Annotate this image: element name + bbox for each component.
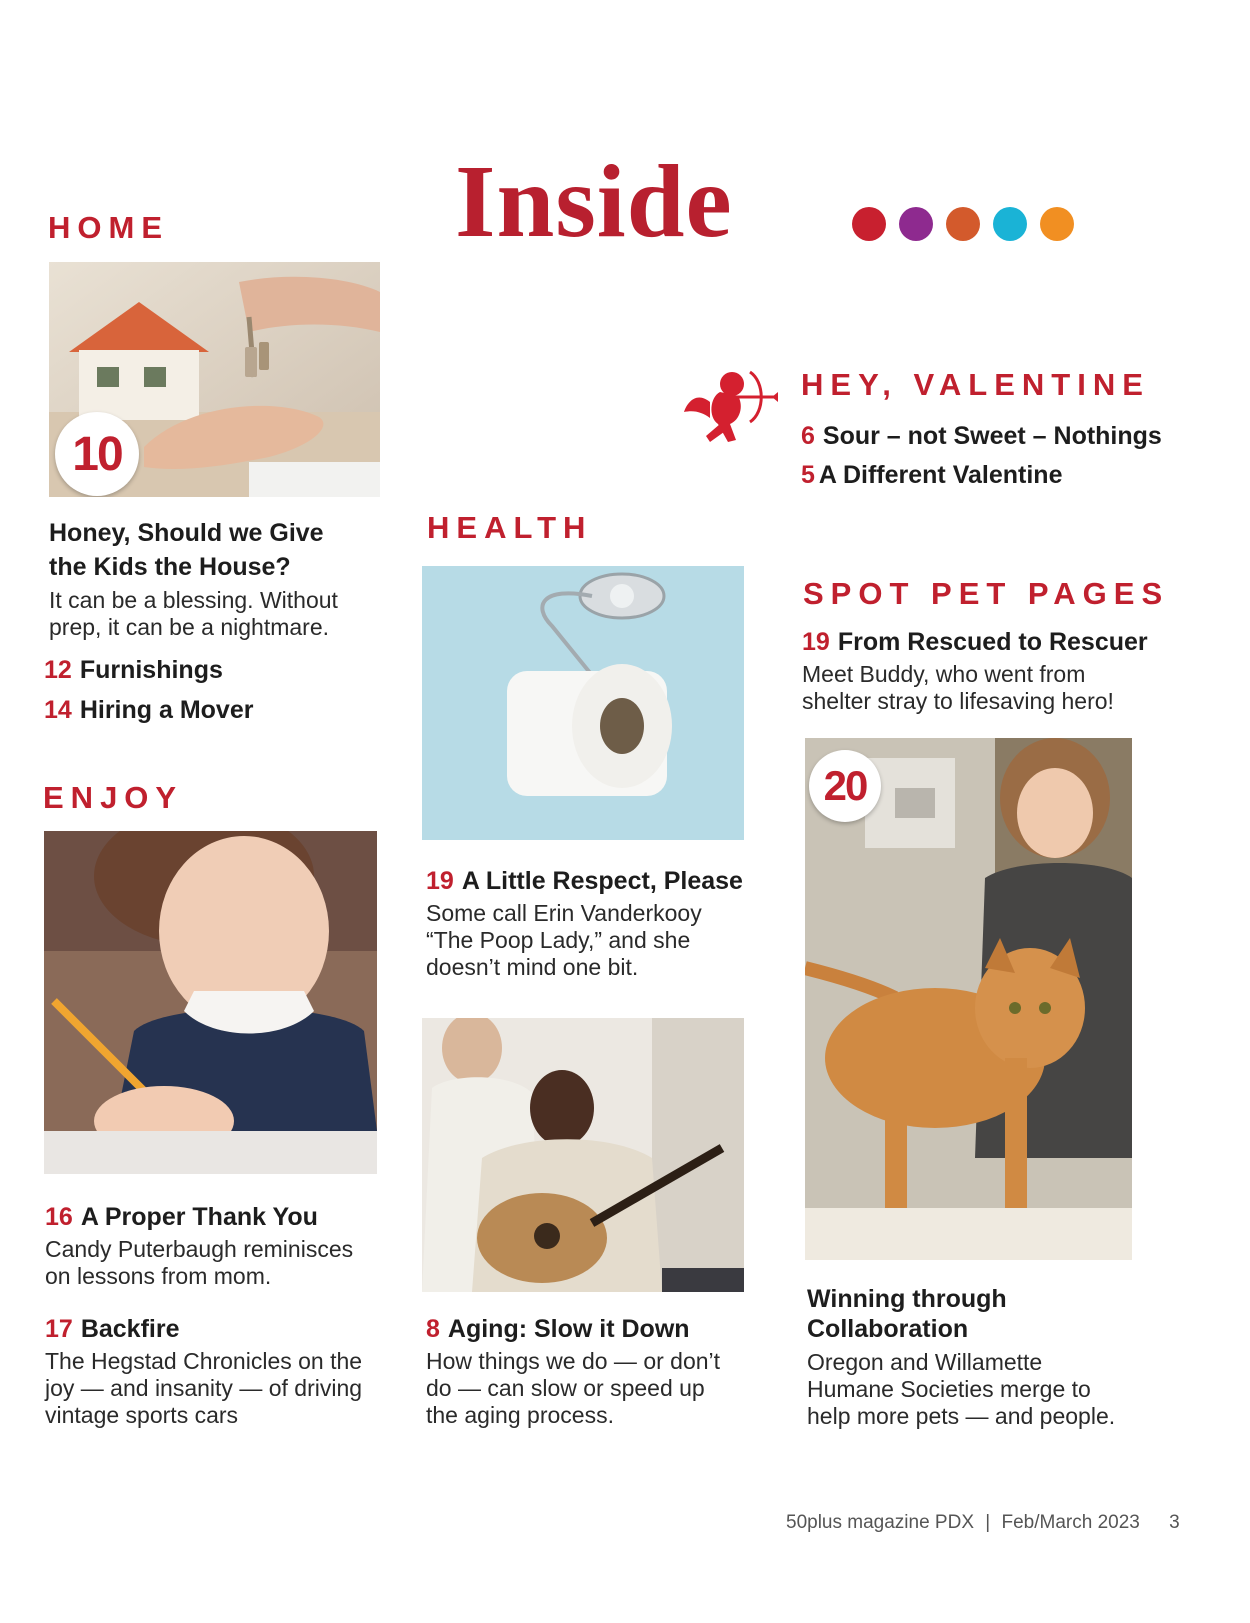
article-desc-line: doesn’t mind one bit. bbox=[426, 954, 639, 980]
pets-feature-title-line1: Winning through bbox=[807, 1285, 1007, 1313]
dot-purple bbox=[899, 207, 933, 241]
article-desc-line: vintage sports cars bbox=[45, 1402, 239, 1428]
home-feature-desc bbox=[49, 587, 338, 641]
article-number: 19 bbox=[802, 628, 830, 656]
footer bbox=[786, 1512, 1180, 1534]
guitar-men-illustration bbox=[422, 1018, 744, 1292]
article-desc-line: on lessons from mom. bbox=[45, 1263, 272, 1289]
home-feature-desc-line1: It can be a blessing. Without bbox=[49, 587, 338, 613]
dot-orange-red bbox=[946, 207, 980, 241]
article-desc-line: shelter stray to lifesaving hero! bbox=[802, 688, 1114, 714]
article-number: 19 bbox=[426, 867, 454, 895]
article-desc-line: The Hegstad Chronicles on the bbox=[45, 1348, 363, 1374]
article-number: 8 bbox=[426, 1315, 440, 1343]
aging-photo bbox=[422, 1018, 744, 1292]
article-desc-line: Meet Buddy, who went from bbox=[802, 661, 1086, 687]
home-page-badge: 10 bbox=[55, 412, 139, 496]
section-health-heading: HEALTH bbox=[427, 510, 593, 545]
toilet-paper-illustration bbox=[422, 566, 744, 840]
article-title: A Proper Thank You bbox=[80, 1203, 318, 1231]
home-item[interactable] bbox=[44, 653, 223, 687]
home-item[interactable] bbox=[44, 693, 253, 727]
cupid-icon bbox=[680, 362, 780, 458]
home-feature-desc-line2: prep, it can be a nightmare. bbox=[49, 614, 329, 640]
pets-desc-line: help more pets — and people. bbox=[807, 1403, 1116, 1429]
section-valentine-heading: HEY, VALENTINE bbox=[801, 367, 1150, 402]
article-desc-line: “The Poop Lady,” and she bbox=[426, 927, 691, 953]
article-desc-line: Candy Puterbaugh reminisces bbox=[45, 1236, 354, 1262]
pets-lead-article[interactable] bbox=[802, 625, 1148, 715]
dot-red bbox=[852, 207, 886, 241]
section-pets-heading: SPOT PET PAGES bbox=[803, 576, 1170, 611]
valentine-item[interactable] bbox=[801, 458, 1062, 492]
valentine-item[interactable] bbox=[801, 419, 1162, 453]
pets-feature-desc bbox=[807, 1349, 1115, 1430]
child-writing-illustration bbox=[44, 831, 377, 1174]
valentine-item-title: Sour – not Sweet – Nothings bbox=[822, 422, 1162, 450]
article-number: 16 bbox=[45, 1203, 73, 1231]
footer-publication: 50plus magazine PDX bbox=[786, 1512, 974, 1533]
home-item-number: 12 bbox=[44, 656, 72, 684]
section-home-heading: HOME bbox=[48, 210, 169, 245]
valentine-item-number: 5 bbox=[801, 461, 815, 489]
home-item-number: 14 bbox=[44, 696, 72, 724]
valentine-item-title: A Different Valentine bbox=[818, 461, 1063, 489]
health-article[interactable] bbox=[426, 1312, 720, 1429]
pets-photo bbox=[805, 738, 1132, 1260]
enjoy-article[interactable] bbox=[45, 1312, 362, 1429]
home-feature-title-line1: Honey, Should we Give bbox=[49, 519, 324, 547]
pets-desc-line: Oregon and Willamette bbox=[807, 1349, 1043, 1375]
section-enjoy-heading: ENJOY bbox=[43, 780, 184, 815]
footer-page-number: 3 bbox=[1169, 1512, 1180, 1533]
article-number: 17 bbox=[45, 1315, 73, 1343]
pets-page-badge: 20 bbox=[809, 750, 881, 822]
pets-feature-title-line2: Collaboration bbox=[807, 1315, 969, 1343]
health-photo bbox=[422, 566, 744, 840]
article-desc-line: do — can slow or speed up bbox=[426, 1375, 705, 1401]
article-desc-line: Some call Erin Vanderkooy bbox=[426, 900, 702, 926]
page-title: Inside bbox=[455, 144, 733, 259]
pets-desc-line: Humane Societies merge to bbox=[807, 1376, 1091, 1402]
footer-separator: | bbox=[985, 1512, 991, 1533]
article-title: Aging: Slow it Down bbox=[447, 1315, 690, 1343]
valentine-item-number: 6 bbox=[801, 422, 815, 450]
footer-issue: Feb/March 2023 bbox=[1001, 1512, 1140, 1533]
home-photo bbox=[49, 262, 380, 497]
home-feature-title[interactable] bbox=[49, 516, 324, 584]
article-desc-line: the aging process. bbox=[426, 1402, 614, 1428]
article-title: From Rescued to Rescuer bbox=[837, 628, 1148, 656]
home-feature-title-line2: the Kids the House? bbox=[49, 553, 291, 581]
dot-cyan bbox=[993, 207, 1027, 241]
dot-orange bbox=[1040, 207, 1074, 241]
enjoy-article[interactable] bbox=[45, 1200, 353, 1290]
health-article[interactable] bbox=[426, 864, 743, 981]
article-desc-line: joy — and insanity — of driving bbox=[45, 1375, 363, 1401]
pets-feature-title[interactable] bbox=[807, 1282, 1007, 1346]
article-title: A Little Respect, Please bbox=[461, 867, 743, 895]
enjoy-photo bbox=[44, 831, 377, 1174]
home-item-title: Furnishings bbox=[79, 656, 223, 684]
article-title: Backfire bbox=[80, 1315, 180, 1343]
home-item-title: Hiring a Mover bbox=[79, 696, 254, 724]
article-desc-line: How things we do — or don’t bbox=[426, 1348, 721, 1374]
